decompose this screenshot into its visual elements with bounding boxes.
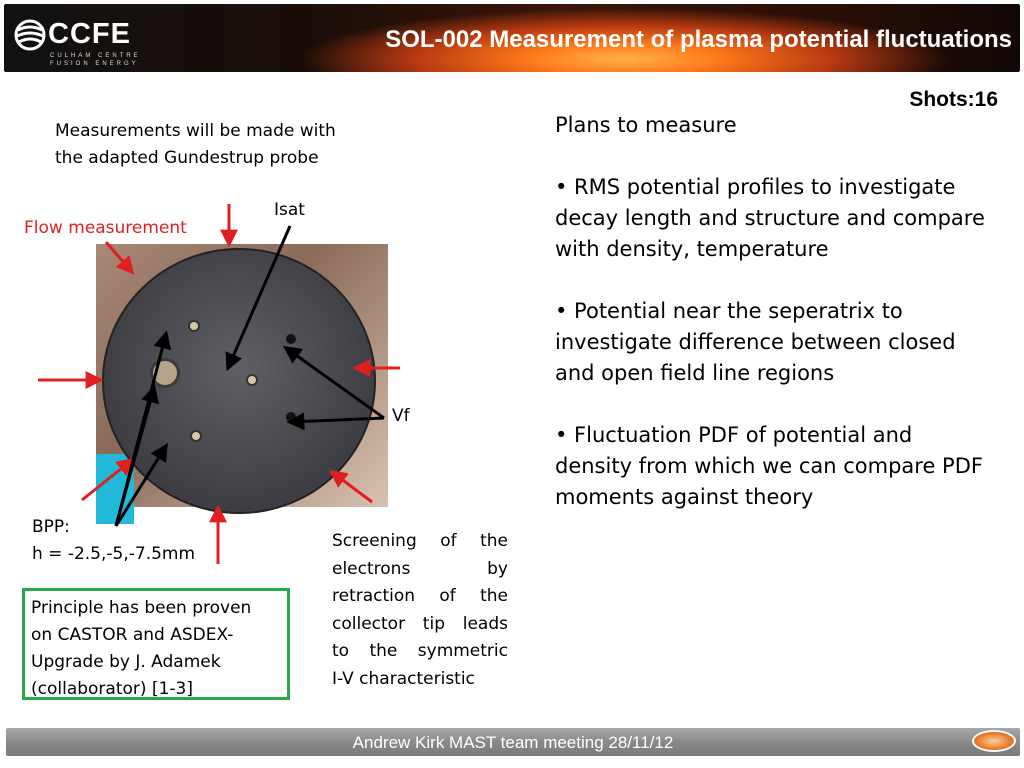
plans-bullet-2: • Potential near the seperatrix to investigate difference between closed and open field line regions [555, 299, 956, 385]
plans-section [555, 110, 995, 544]
ccfe-logo [14, 16, 154, 66]
screening-line-6: I-V characteristic [332, 668, 475, 689]
plans-bullet-1: • RMS potential profiles to investigate decay length and structure and compare with density, temperature [555, 175, 985, 261]
intro-text [55, 118, 415, 172]
slide-title: SOL-002 Measurement of plasma potential fluctuations [385, 26, 1012, 53]
intro-line-2: the adapted Gundestrup probe [55, 148, 319, 168]
principle-box [22, 588, 290, 700]
bpp-label-line2: h = -2.5,-5,-7.5mm [32, 544, 196, 564]
flow-arrow-bottomright-icon [332, 472, 372, 502]
logo-subtitle-line1: CULHAM CENTRE [50, 53, 141, 59]
logo-text: CCFE [48, 18, 131, 50]
figure-arrows [20, 190, 520, 580]
swirl-logo-icon [14, 18, 46, 52]
screening-line-1: Screening of the [332, 531, 508, 551]
principle-line-3: Upgrade by J. Adamek [31, 652, 221, 672]
isat-label: Isat [274, 200, 305, 220]
vf-label: Vf [392, 406, 410, 426]
principle-line-1: Principle has been proven [31, 598, 252, 618]
screening-text [332, 528, 508, 693]
screening-line-2: electrons by [332, 558, 508, 579]
flow-measurement-label: Flow measurement [24, 218, 187, 238]
screening-line-5: to the symmetric [332, 641, 508, 661]
intro-line-1: Measurements will be made with [55, 121, 336, 141]
bpp-label-line1: BPP: [32, 517, 70, 537]
principle-line-4: (collaborator) [1-3] [31, 679, 193, 699]
footer-text: Andrew Kirk MAST team meeting 28/11/12 [352, 733, 674, 752]
header-banner [4, 4, 1020, 72]
bpp-arrow-3-icon [116, 446, 166, 526]
logo-subtitle [50, 52, 141, 68]
probe-figure [20, 190, 520, 580]
shots-count: Shots:16 [909, 88, 998, 111]
vf-arrow-upper-icon [286, 348, 384, 418]
flow-arrow-topleft-icon [106, 242, 132, 272]
footer-bar [6, 728, 1020, 756]
plans-heading: Plans to measure [555, 113, 737, 137]
isat-arrow-icon [228, 226, 290, 368]
screening-line-4: collector tip leads [332, 613, 508, 634]
principle-line-2: on CASTOR and ASDEX- [31, 625, 234, 645]
footer-logo-icon [972, 730, 1016, 752]
plans-bullet-3: • Fluctuation PDF of potential and density from which we can compare PDF moments against theory [555, 423, 983, 509]
screening-line-3: retraction of the [332, 586, 508, 606]
logo-subtitle-line2: FUSION ENERGY [50, 61, 139, 67]
bpp-arrow-2-icon [116, 388, 154, 526]
vf-arrow-lower-icon [290, 418, 384, 422]
